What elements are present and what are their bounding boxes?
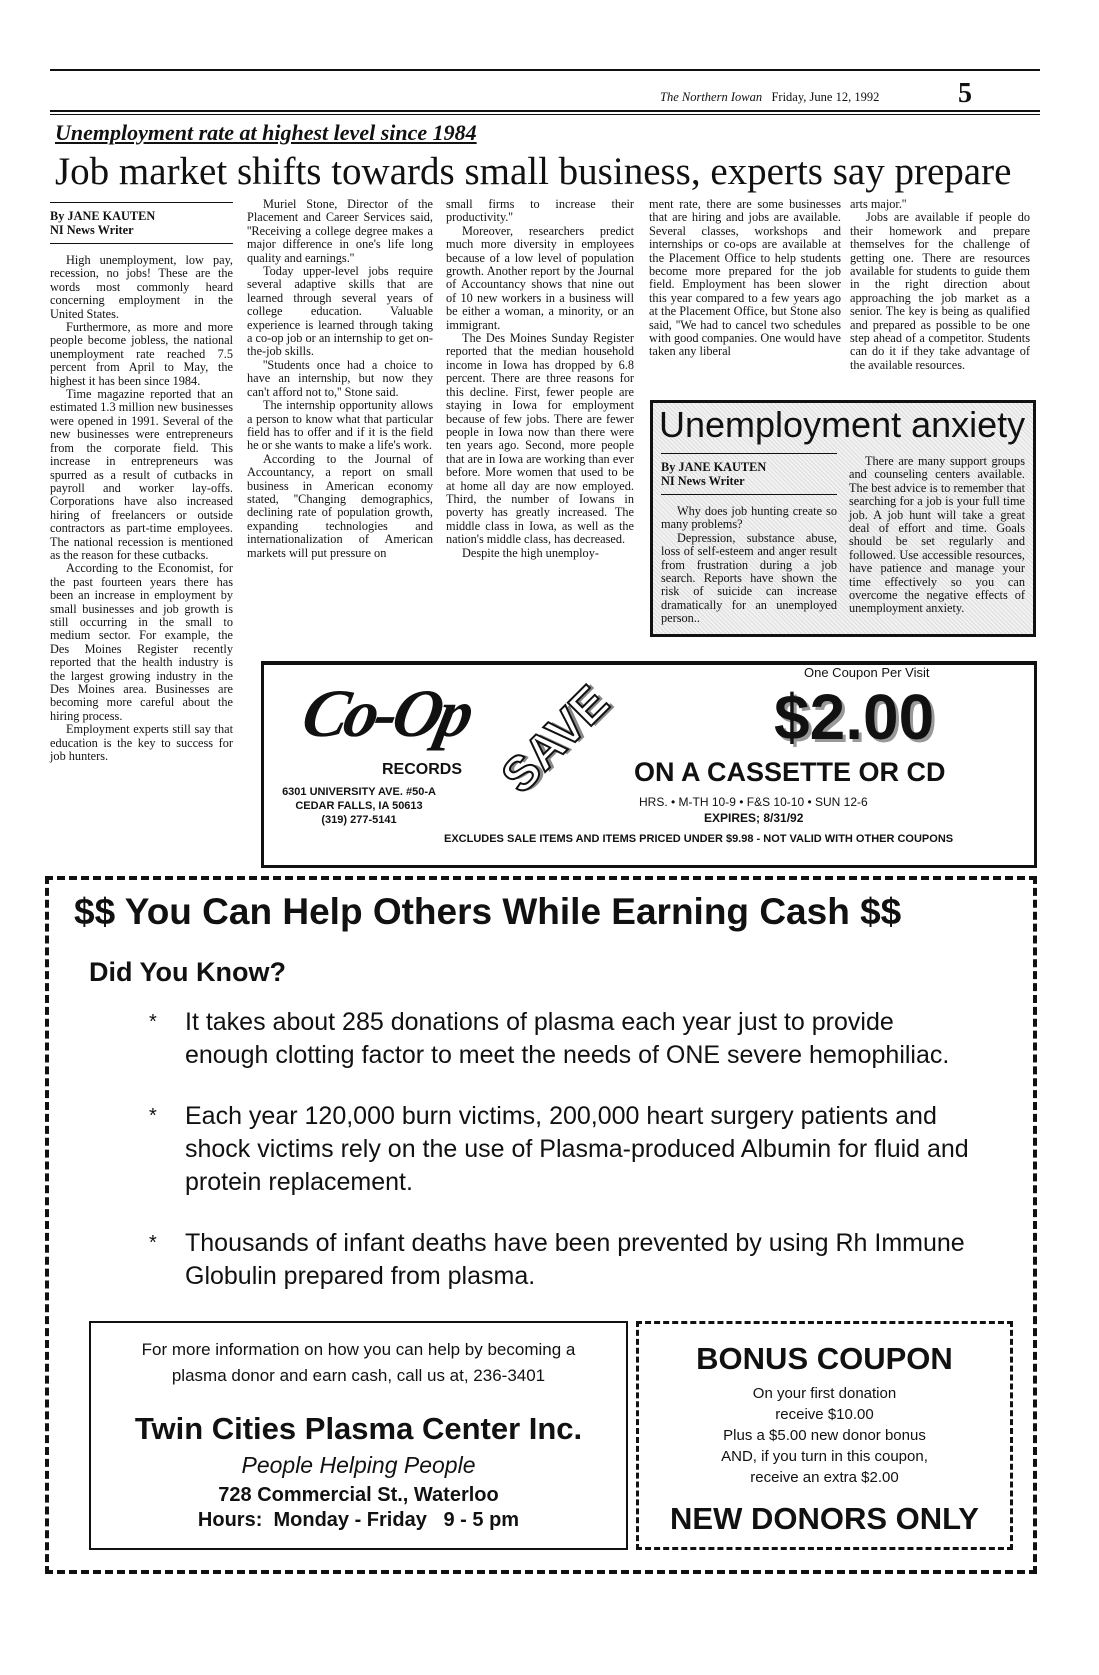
article-paragraph: According to the Journal of Accountancy, a report on small business in American economy stated, ''Changing demographics, declining rate of population growth, expanding technologies and internationalization of American markets will put pressure on [247,451,433,560]
page-header [660,90,879,105]
plasma-center-name: Twin Cities Plasma Center Inc. [134,1411,583,1446]
sidebar-title: Unemployment anxiety [659,404,1026,445]
article-paragraph: ment rate, there are some businesses that are hiring and jobs are available. Several classes, workshops and internships or co-ops are available at the Placement Office to help students become more prepared for the job field. Employment has been slower this year compared to a few years ago at the Placement Office, but Stone also said, ''We had to cancel two schedules with good companies. One would have taken any liberal [649,197,841,359]
coupon-amount: $2.00 [774,681,935,753]
sidebar-unemployment-anxiety [650,400,1036,637]
plasma-address: 728 Commercial St., Waterloo [218,1484,499,1506]
bonus-line: receive an extra $2.00 [750,1469,899,1486]
address-line-1: 6301 UNIVERSITY AVE. #50-A [282,786,436,798]
fact-text: It takes about 285 donations of plasma each year just to provide enough clotting factor to meet the needs of ONE severe hemophiliac. [185,1008,950,1069]
fact-bullet [149,1100,973,1199]
article-paragraph: The Des Moines Sunday Register reported that the median household income in Iowa has dropped by 6.8 percent. There are three reasons for this decline. First, fewer people are staying in Iowa for employment because of few jobs. There are fewer people in Iowa now than there were ten years ago. Second, more people that are in Iowa are working than ever before. More women that used to be at home all day are now employed. Third, the number of Iowans in poverty has greatly increased. The middle class in Iowa, as well as the nation's middle class, has decreased. [446,331,634,547]
article-paragraph: Today upper-level jobs require several adaptive skills that are learned through several years of college education. Valuable experience is learned through taking a co-op job or an internship to get on-the-job skills. [247,264,433,359]
sidebar-paragraph: Depression, substance abuse, loss of self-esteem and anger result from frustration during a job search. Reports have shown the risk of suicide can increase dramatically for an unemployed person.. [661,530,837,626]
bonus-line: Plus a $5.00 new donor bonus [723,1427,926,1444]
article-paragraph: The internship opportunity allows a person to know what that particular field has to offer and if it is the field he or she wants to make a life's work. [247,398,433,453]
plasma-headline: $$ You Can Help Others While Earning Cash $$ [74,891,902,932]
store-hours: HRS. • M-TH 10-9 • F&S 10-10 • SUN 12-6 [639,795,868,809]
sidebar-column-left [661,451,837,626]
byline [50,202,233,244]
sidebar-paragraph: There are many support groups and counseling centers available. The best advice is to remember that searching for a job is your full time job. A job hunt will take a great deal of effort and time. Goals should be set regularly and followed. Use accessible resources, have patience and manage your time effectively so you can overcome the negative effects of unemployment anxiety. [849,454,1025,616]
headline: Job market shifts towards small business, experts say prepare [55,150,1012,193]
coop-logo-records: RECORDS [382,761,463,778]
article-paragraph: Furthermore, as more and more people become jobless, the national unemployment rate reached 7.5 percent from April to May, the highest it has been since 1984. [50,320,233,388]
plasma-box-row [89,1321,1013,1550]
page-number: 5 [958,78,972,109]
article-paragraph: ''Students once had a choice to have an internship, but now they can't afford not to,'' Stone said. [247,357,433,399]
bonus-line: receive $10.00 [775,1406,874,1423]
article-paragraph: High unemployment, low pay, recession, no jobs! These are the words most commonly heard concerning employment in the United States. [50,253,233,321]
sidebar-paragraph: Why does job hunting create so many problems? [661,504,837,532]
article-paragraph: Despite the high unemploy- [462,545,599,560]
coop-records-coupon-ad [261,661,1037,868]
bonus-line: AND, if you turn in this coupon, [721,1448,928,1465]
article-column-5 [850,198,1030,372]
plasma-subhead: Did You Know? [89,957,286,987]
article-paragraph: Employment experts still say that education is the key to success for job hunters. [50,722,233,764]
fact-text: Each year 120,000 burn victims, 200,000 heart surgery patients and shock victims rely on the use of Plasma-produced Albumin for fluid and protein replacement. [185,1102,969,1196]
bullet-star-icon: * [149,1232,157,1254]
sidebar-byline [661,453,837,495]
sidebar-column-right [849,451,1025,626]
store-address [274,785,444,827]
paper-name: The Northern Iowan [660,90,763,104]
address-line-2: CEDAR FALLS, IA 50613 [295,800,423,812]
coupon-offer: ON A CASSETTE OR CD [634,757,946,787]
plasma-center-ad [45,876,1037,1574]
sidebar-byline-name: By JANE KAUTEN [661,460,767,474]
bullet-star-icon: * [149,1011,157,1033]
article-paragraph: Jobs are available if people do their homework and prepare themselves for the challenge of getting one. There are resources available for students to guide them in the right direction about approaching the job market as a senior. The key is being as qualified and prepared as possible to be one step ahead of a competitor. Students can do it if they take advantage of the available resources. [850,210,1030,372]
article-paragraph: Time magazine reported that an estimated 1.3 million new businesses were opened in 1991. Several of the new businesses were entrepreneurs from the corporate field. This increase in entrepreneurs was spurred as a result of cutbacks in payroll and worker lay-offs. Corporations have also increased hiring of freelancers or outside contractors as part-time employees. The national recession is mentioned as the reason for these cutbacks. [50,387,233,562]
article-paragraph: Muriel Stone, Director of the Placement and Career Services said, ''Receiving a college degree makes a major difference in one's life long quality and earnings.'' [247,197,433,265]
kicker: Unemployment rate at highest level since 1984 [55,120,477,145]
fact-bullet [149,1006,973,1072]
save-graphic: SAVE [491,675,620,804]
article-column-4 [649,198,841,359]
coupon-limit: One Coupon Per Visit [804,665,930,680]
fact-text: Thousands of infant deaths have been prevented by using Rh Immune Globulin prepared from plasma. [185,1229,965,1290]
article-paragraph: According to the Economist, for the past fourteen years there has been an increase in employment by small businesses and job growth is still occurring in the small to medium sector. For example, the Des Moines Register recently reported that the health industry is the largest growing industry in the Des Moines area. Businesses are becoming more careful about the hiring process. [50,561,233,723]
header-rule-2 [50,114,1040,115]
store-phone: (319) 277-5141 [321,814,397,826]
issue-date: Friday, June 12, 1992 [771,90,880,104]
article-column-2 [247,198,433,560]
bonus-coupon [636,1321,1013,1550]
bonus-title: BONUS COUPON [696,1341,953,1376]
fact-bullet [149,1227,973,1293]
sidebar-byline-role: NI News Writer [661,474,745,488]
plasma-hours: Hours: Monday - Friday 9 - 5 pm [197,1509,520,1531]
plasma-info-box [89,1321,628,1550]
coupon-exclusions: EXCLUDES SALE ITEMS AND ITEMS PRICED UNDER $9.98 - NOT VALID WITH OTHER COUPONS [444,833,954,845]
article-paragraph: small firms to increase their productivity.'' [446,197,634,225]
article-column-3 [446,198,634,560]
top-rule [50,69,1040,71]
plasma-info-text: For more information on how you can help by becoming a plasma donor and earn cash, call us at, 236-3401 [141,1340,576,1385]
article-paragraph: Moreover, researchers predict much more diversity in employees because of a low level of population growth. Another report by the Journal of Accountancy shows that nine out of 10 new workers in a business will be either a woman, a minority, or an immigrant. [446,223,634,332]
sidebar-body [653,447,1033,626]
coop-logo: Co-Op [295,675,478,751]
article-column-1 [50,198,233,763]
article-paragraph: arts major.'' [850,197,907,211]
byline-role: NI News Writer [50,223,134,237]
bullet-star-icon: * [149,1105,157,1127]
header-rule [50,110,1040,112]
coupon-expires: EXPIRES; 8/31/92 [704,811,804,825]
bonus-footer: NEW DONORS ONLY [670,1501,979,1536]
plasma-tagline: People Helping People [241,1452,476,1478]
bonus-line: On your first donation [752,1385,897,1402]
byline-name: By JANE KAUTEN [50,209,156,223]
